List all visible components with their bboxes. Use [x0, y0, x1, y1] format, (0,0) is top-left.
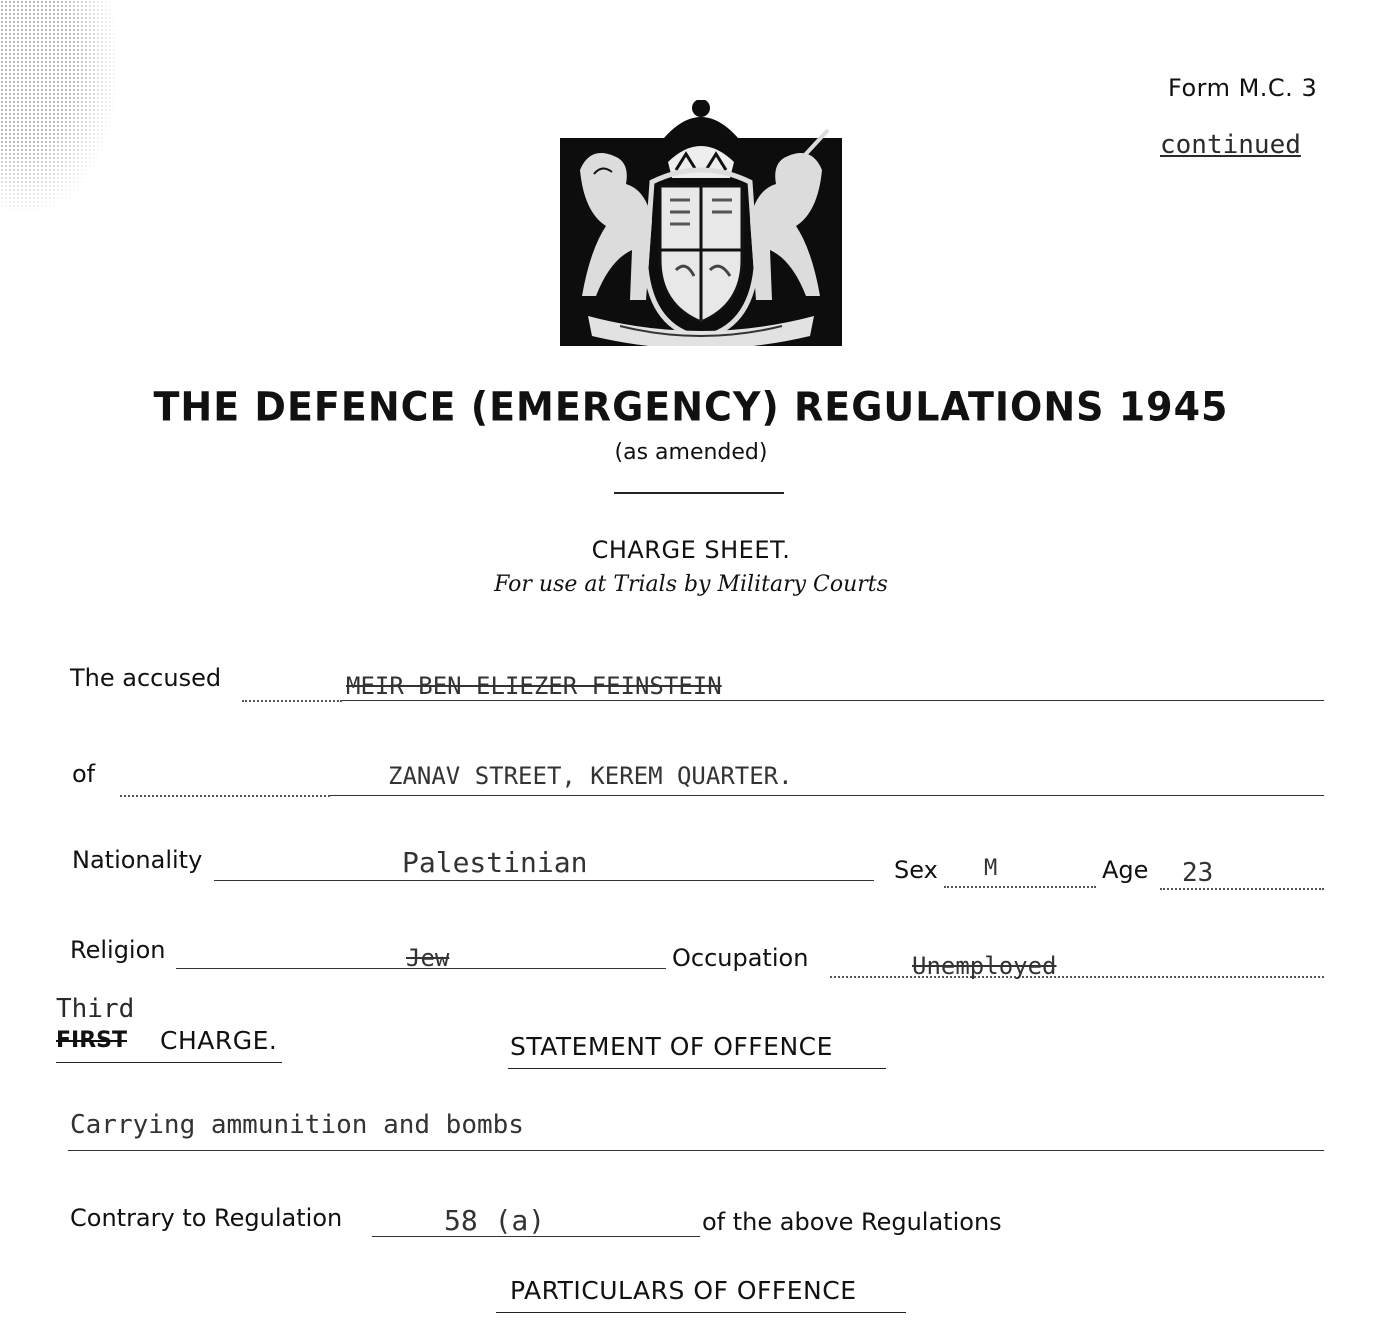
accused-value: MEIR BEN ELIEZER FEINSTEIN — [346, 672, 722, 700]
document-subtitle: (as amended) — [614, 440, 768, 465]
statement-text: Carrying ammunition and bombs — [70, 1110, 524, 1140]
of-line — [330, 795, 1324, 796]
particulars-heading: PARTICULARS OF OFFENCE — [510, 1276, 857, 1305]
regulation-suffix: of the above Regulations — [702, 1208, 1002, 1236]
title-divider — [614, 492, 784, 494]
statement-heading: STATEMENT OF OFFENCE — [510, 1032, 833, 1061]
accused-label: The accused — [70, 664, 222, 692]
royal-crest-icon — [560, 100, 842, 346]
charge-underline — [56, 1062, 282, 1063]
document-title: THE DEFENCE (EMERGENCY) REGULATIONS 1945 — [153, 383, 1229, 431]
sex-label: Sex — [894, 856, 938, 884]
form-number: Form M.C. 3 — [1168, 74, 1318, 102]
age-line — [1160, 888, 1324, 890]
statement-underline — [508, 1068, 886, 1069]
religion-value: Jew — [406, 944, 450, 972]
accused-dots — [242, 700, 342, 702]
particulars-underline — [496, 1312, 906, 1313]
nationality-line — [214, 880, 874, 881]
use-note: For use at Trials by Military Courts — [494, 572, 888, 597]
occupation-label: Occupation — [672, 944, 809, 972]
charge-label: CHARGE. — [160, 1026, 278, 1055]
occupation-value: Unemployed — [912, 952, 1057, 980]
age-value: 23 — [1182, 858, 1214, 888]
statement-line — [68, 1150, 1324, 1151]
charge-sheet-heading: CHARGE SHEET. — [591, 536, 791, 564]
of-label: of — [72, 760, 96, 788]
occupation-line — [830, 976, 1324, 978]
continued-stamp: continued — [1160, 130, 1301, 160]
nationality-label: Nationality — [72, 846, 203, 874]
of-value: ZANAV STREET, KEREM QUARTER. — [388, 762, 793, 790]
charge-ordinal-struck: FIRST — [56, 1028, 128, 1053]
accused-line — [342, 700, 1324, 701]
charge-ordinal-typed: Third — [56, 994, 135, 1024]
sex-value: M — [984, 856, 998, 881]
nationality-value: Palestinian — [402, 846, 588, 879]
page-speckle-mark — [0, 0, 115, 210]
religion-label: Religion — [70, 936, 166, 964]
sex-line — [944, 886, 1096, 888]
age-label: Age — [1102, 856, 1149, 884]
contrary-label: Contrary to Regulation — [70, 1204, 343, 1232]
regulation-value: 58 (a) — [444, 1204, 546, 1237]
of-dots — [120, 795, 330, 797]
